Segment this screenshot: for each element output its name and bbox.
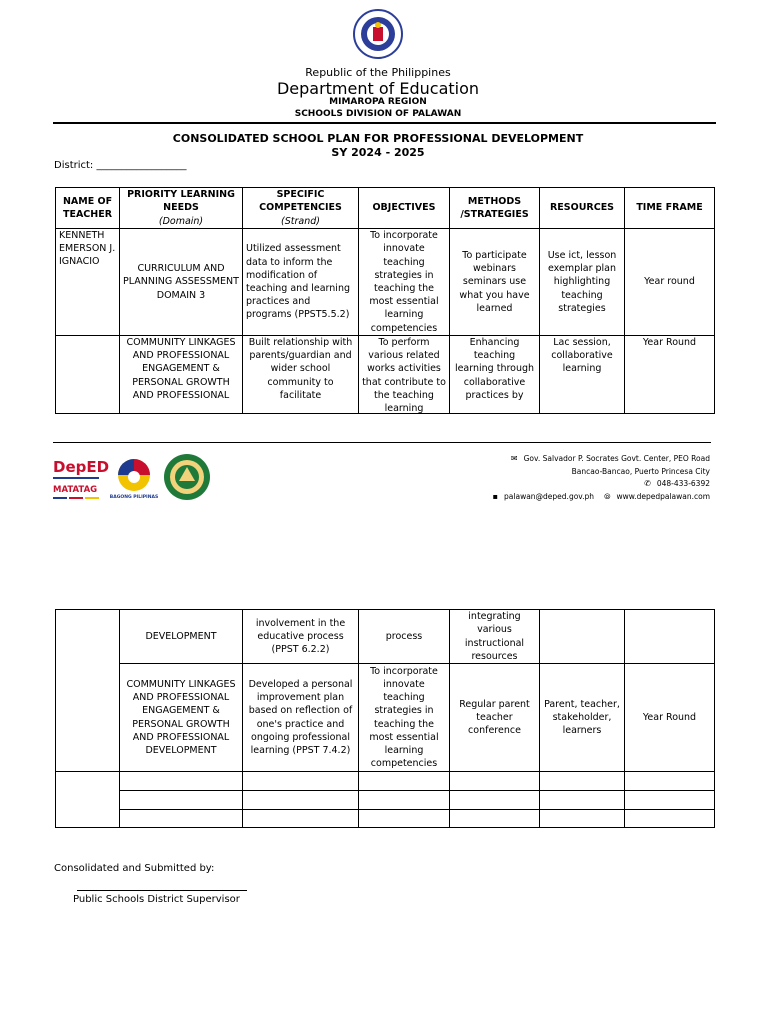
table-row [56, 336, 715, 414]
teacher-name: KENNETH EMERSON J. IGNACIO [56, 229, 120, 336]
header-competencies-sub: (Strand) [281, 215, 320, 227]
row1-methods: To participate webinars seminars use what you have learned [450, 229, 540, 336]
email[interactable]: palawan@deped.gov.ph [504, 492, 595, 501]
address-line-1 [511, 454, 710, 463]
region-label: MIMAROPA REGION [329, 97, 427, 107]
district-field: District: __________________ [54, 160, 187, 171]
document-title: CONSOLIDATED SCHOOL PLAN FOR PROFESSIONAL DEVELOPMENT [172, 132, 584, 145]
plan-table-page1 [55, 187, 715, 414]
row3-timeframe: Year Round [625, 664, 715, 772]
row2-cont-competencies: involvement in the educative process (PPST 6.2.2) [243, 610, 359, 664]
header-name: NAME OF TEACHER [56, 188, 120, 229]
email-web-line [493, 492, 710, 502]
email-icon: ▪ [492, 492, 499, 501]
submitted-label: Consolidated and Submitted by: [54, 863, 215, 874]
row3-needs: COMMUNITY LINKAGES AND PROFESSIONAL ENGAGEMENT & PERSONAL GROWTH AND PROFESSIONAL DEVELOPMENT [120, 664, 243, 772]
web-icon: ⦾ [604, 492, 611, 501]
row1-resources: Use ict, lesson exemplar plan highlighting teaching strategies [540, 229, 625, 336]
logo-bagong-text: BAGONG PILIPINAS [109, 495, 159, 500]
phone-icon: ✆ [644, 479, 651, 488]
header-timeframe: TIME FRAME [625, 188, 715, 229]
row2-cont-timeframe [625, 610, 715, 664]
logo-deped-text: DepED [53, 458, 110, 476]
phone-line [644, 479, 710, 488]
row2-name [56, 336, 120, 414]
row2-timeframe: Year Round [642, 337, 697, 348]
school-year: SY 2024 - 2025 [331, 146, 425, 159]
table-row [56, 610, 715, 664]
header-methods: METHODS /STRATEGIES [450, 188, 540, 229]
row3-competencies: Developed a personal improvement plan based on reflection of one's practice and ongoing professional learning (PPST 7.4.2) [243, 664, 359, 772]
row2-resources: Lac session, collaborative learning [551, 337, 613, 375]
table-row [56, 229, 715, 336]
division-seal-icon [163, 453, 211, 501]
row2-objectives: To perform various related works activities that contribute to the teaching learning [362, 337, 446, 415]
table-row [56, 772, 715, 791]
row2-methods: Enhancing teaching learning through collaborative practices by [454, 337, 535, 401]
supervisor-position: Public Schools District Supervisor [73, 894, 240, 905]
header-needs-label: PRIORITY LEARNING NEEDS [127, 189, 235, 214]
footer-divider [53, 442, 711, 443]
republic-label: Republic of the Philippines [305, 66, 451, 79]
bagong-pilipinas-logo-icon [110, 455, 158, 501]
deped-matatag-logo-icon [53, 457, 110, 501]
table-row [56, 791, 715, 810]
empty-name-cell [56, 772, 120, 828]
row2-cont-name [56, 610, 120, 772]
row2-needs: COMMUNITY LINKAGES AND PROFESSIONAL ENGAGEMENT & PERSONAL GROWTH AND PROFESSIONAL [126, 337, 236, 401]
logo-matatag-text: MATATAG [53, 485, 98, 495]
mail-icon: ✉ [510, 454, 518, 463]
row2-cont-resources [540, 610, 625, 664]
row2-competencies: Built relationship with parents/guardian and wider school community to facilitate [248, 337, 353, 401]
phone: 048-433-6392 [656, 479, 710, 488]
row2-cont-needs: DEVELOPMENT [120, 610, 243, 664]
header-resources: RESOURCES [540, 188, 625, 229]
signature-line [77, 890, 247, 891]
department-title: Department of Education [276, 79, 480, 98]
header-divider [53, 122, 716, 124]
table-row [56, 664, 715, 772]
row3-resources: Parent, teacher, stakeholder, learners [540, 664, 625, 772]
header-competencies [243, 188, 359, 229]
row1-objectives: To incorporate innovate teaching strategies in teaching the most essential learning competencies [359, 229, 450, 336]
header-objectives: OBJECTIVES [359, 188, 450, 229]
address1: Gov. Salvador P. Socrates Govt. Center, PEO Road [523, 454, 710, 463]
header-needs [120, 188, 243, 229]
row1-timeframe: Year round [625, 229, 715, 336]
plan-table-page2 [55, 609, 715, 828]
row2-cont-objectives: process [359, 610, 450, 664]
header-needs-sub: (Domain) [158, 215, 204, 227]
row1-needs: CURRICULUM AND PLANNING ASSESSMENT DOMAIN 3 [120, 229, 243, 336]
row3-methods: Regular parent teacher conference [450, 664, 540, 772]
row1-competencies: Utilized assessment data to inform the modification of teaching and learning practices and programs (PPST5.5.2) [243, 229, 359, 336]
header-competencies-label: SPECIFIC COMPETENCIES [259, 189, 342, 214]
table-row [56, 810, 715, 828]
row2-cont-methods: integrating various instructional resources [450, 610, 540, 664]
division-label: SCHOOLS DIVISION OF PALAWAN [294, 109, 462, 119]
deped-seal-icon [353, 9, 403, 59]
address2: Bancao-Bancao, Puerto Princesa City [571, 467, 710, 476]
website[interactable]: www.depedpalawan.com [616, 492, 710, 501]
row3-objectives: To incorporate innovate teaching strategies in teaching the most essential learning competencies [359, 664, 450, 772]
